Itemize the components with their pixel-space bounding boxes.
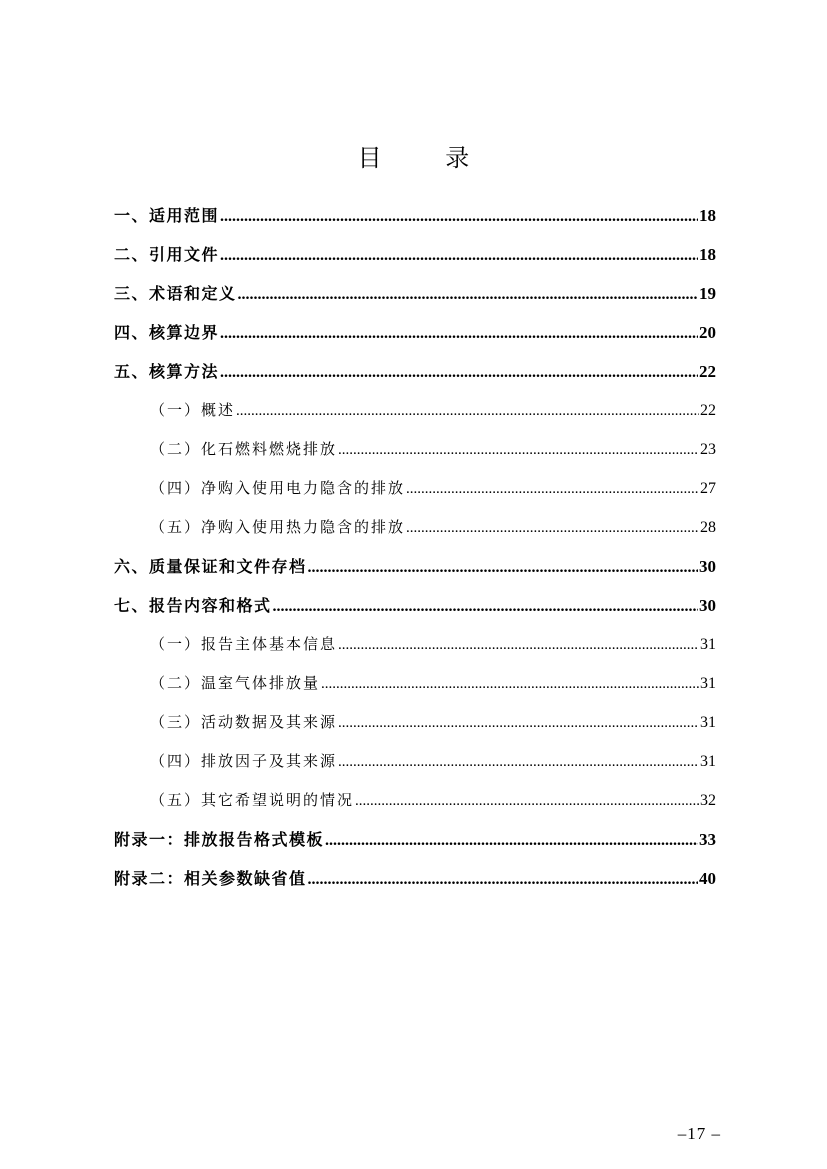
- toc-leader-dots: [220, 236, 698, 275]
- toc-leader-dots: [308, 548, 698, 587]
- toc-page-number: 19: [699, 284, 716, 303]
- toc-entry-label: （二）化石燃料燃烧排放: [150, 440, 338, 458]
- toc-page-number: 32: [700, 792, 716, 809]
- toc-leader-dots: [338, 626, 699, 665]
- toc-entry-report-format[interactable]: [114, 586, 716, 625]
- toc-page-number: 18: [699, 245, 716, 264]
- toc-entry-label: 三、术语和定义: [114, 284, 237, 303]
- toc-subentry-basic-info[interactable]: [114, 625, 716, 664]
- toc-leader-dots: [321, 665, 699, 704]
- toc-entry-label: （一）报告主体基本信息: [150, 635, 338, 653]
- toc-entry-label: 五、核算方法: [114, 362, 220, 381]
- toc-leader-dots: [355, 782, 699, 821]
- toc-entry-methods[interactable]: [114, 352, 716, 391]
- toc-title: 目 录: [357, 144, 498, 172]
- toc-entry-label: 附录一：排放报告格式模板: [114, 830, 325, 849]
- toc-page-number: 22: [700, 402, 716, 419]
- toc-leader-dots: [406, 470, 699, 509]
- toc-subentry-overview[interactable]: [114, 391, 716, 430]
- toc-leader-dots: [338, 431, 699, 470]
- toc-subentry-electricity[interactable]: [114, 469, 716, 508]
- toc-subentry-emission-factors[interactable]: [114, 742, 716, 781]
- toc-leader-dots: [220, 314, 698, 353]
- toc-page-number: 30: [699, 557, 716, 576]
- toc-subentry-ghg-emissions[interactable]: [114, 664, 716, 703]
- toc-leader-dots: [238, 275, 698, 314]
- toc-page-number: 40: [699, 869, 716, 888]
- toc-page-number: 22: [699, 362, 716, 381]
- toc-entry-quality[interactable]: [114, 547, 716, 586]
- toc-entry-appendix-2[interactable]: [114, 859, 716, 898]
- toc-page-number: 31: [700, 675, 716, 692]
- toc-entry-label: 附录二：相关参数缺省值: [114, 869, 307, 888]
- toc-entry-label: （五）其它希望说明的情况: [150, 791, 355, 809]
- toc-leader-dots: [220, 197, 698, 236]
- toc-leader-dots: [236, 392, 699, 431]
- toc-entry-label: 四、核算边界: [114, 323, 220, 342]
- toc-leader-dots: [406, 509, 699, 548]
- toc-entry-label: （五）净购入使用热力隐含的排放: [150, 518, 406, 536]
- toc-subentry-activity-data[interactable]: [114, 703, 716, 742]
- toc-entry-label: 二、引用文件: [114, 245, 220, 264]
- toc-page-number: 31: [700, 636, 716, 653]
- toc-entry-terms[interactable]: [114, 274, 716, 313]
- toc-page-number: 27: [700, 480, 716, 497]
- toc-entry-references[interactable]: [114, 235, 716, 274]
- toc-subentry-other-notes[interactable]: [114, 781, 716, 820]
- toc-page-number: 31: [700, 753, 716, 770]
- toc-leader-dots: [338, 704, 699, 743]
- toc-entry-label: （三）活动数据及其来源: [150, 713, 338, 731]
- toc-page-number: 33: [699, 830, 716, 849]
- toc-leader-dots: [220, 353, 698, 392]
- toc-entry-label: 一、适用范围: [114, 206, 220, 225]
- toc-entry-label: （四）净购入使用电力隐含的排放: [150, 479, 406, 497]
- toc-leader-dots: [338, 743, 699, 782]
- toc-page-number: 18: [699, 206, 716, 225]
- toc-entry-boundary[interactable]: [114, 313, 716, 352]
- toc-entry-appendix-1[interactable]: [114, 820, 716, 859]
- toc-leader-dots: [308, 860, 698, 899]
- toc-page-number: 23: [700, 441, 716, 458]
- page-number-footer: –17 –: [677, 1124, 721, 1143]
- toc-entry-label: （二）温室气体排放量: [150, 674, 321, 692]
- toc-leader-dots: [325, 821, 698, 860]
- toc-page-number: 28: [700, 519, 716, 536]
- table-of-contents: [114, 196, 716, 898]
- toc-subentry-fossil-fuel[interactable]: [114, 430, 716, 469]
- toc-leader-dots: [273, 587, 698, 626]
- toc-subentry-heat[interactable]: [114, 508, 716, 547]
- toc-entry-label: （四）排放因子及其来源: [150, 752, 338, 770]
- toc-entry-label: 七、报告内容和格式: [114, 596, 272, 615]
- toc-page-number: 31: [700, 714, 716, 731]
- toc-entry-label: （一）概述: [150, 401, 236, 419]
- toc-page-number: 20: [699, 323, 716, 342]
- toc-entry-label: 六、质量保证和文件存档: [114, 557, 307, 576]
- toc-entry-scope[interactable]: [114, 196, 716, 235]
- toc-page-number: 30: [699, 596, 716, 615]
